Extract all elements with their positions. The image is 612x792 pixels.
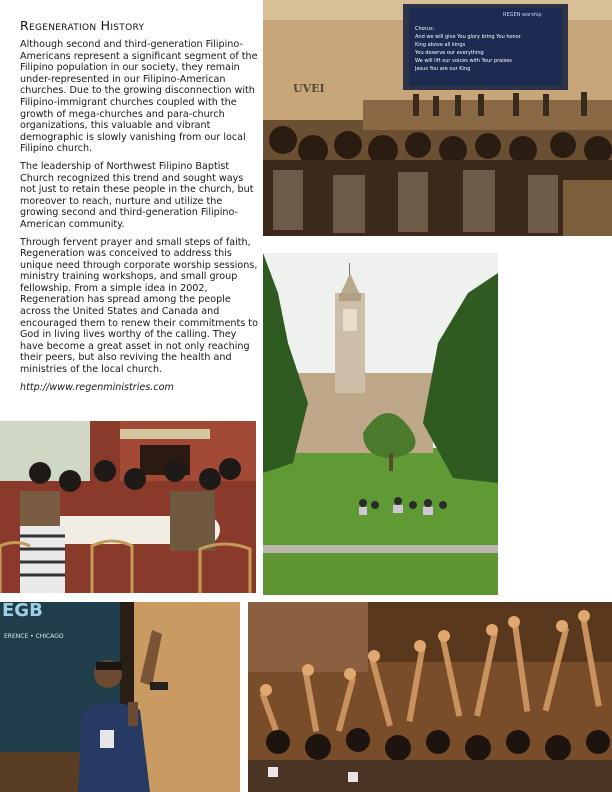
fellowship-dinner-photo bbox=[0, 421, 256, 593]
presenter-photo bbox=[0, 602, 240, 792]
article-paragraph-3: Through fervent prayer and small steps of faith, Regeneration was conceived to address this unique need through corporate worship sessions, ministry training workshops, and small group fellowship. From a simple idea in 2002, Regeneration has spread among the people across the United States and Canada and encouraged them to renew their commitments to God in living lives worthy of the calling. They have become a great asset in not only reaching their peers, but also reviving the health and ministries of the local church. bbox=[20, 236, 258, 376]
screen-header: REGEN worship bbox=[503, 12, 542, 18]
article-title: Regeneration History bbox=[20, 18, 145, 33]
article-paragraph-1: Although second and third-generation Filipino-Americans represent a significant segment of the Filipino population in our society, they remain under-represented in our Filipino-American churches. Due to the growing disconnection with Filipino-immigrant churches coupled with the growth of mega-churches and para-church organizations, this valuable and vibrant demographic is slowly vanishing from our local Filipino church. bbox=[20, 39, 258, 155]
article-paragraph-2: The leadership of Northwest Filipino Baptist Church recognized this trend and sought ways not just to retain these people in the church, but moreover to reach, nurture and utilize the growing second and third-generation Filipino-American community. bbox=[20, 160, 254, 230]
website-url[interactable]: http://www.regenministries.com bbox=[20, 381, 174, 393]
screen-sub-text: ERENCE • CHICAGO bbox=[4, 633, 64, 640]
screen-line-6: Jesus You are our King bbox=[415, 66, 471, 72]
worship-hall-photo bbox=[263, 0, 612, 236]
wall-sign: UVEI bbox=[293, 82, 325, 95]
screen-line-5: We will lift our voices with Your praises bbox=[415, 58, 512, 64]
article-text-column bbox=[20, 18, 258, 393]
worship-crowd-photo bbox=[248, 602, 612, 792]
screen-line-4: You deserve our everything bbox=[415, 50, 484, 56]
screen-big-text: EGB bbox=[2, 602, 43, 621]
screen-line-3: King above all kings bbox=[415, 42, 466, 48]
campus-lawn-photo bbox=[263, 253, 498, 595]
screen-line-1: Chorus: bbox=[415, 26, 435, 32]
screen-line-2: And we will give You glory bring You honor bbox=[415, 34, 521, 40]
